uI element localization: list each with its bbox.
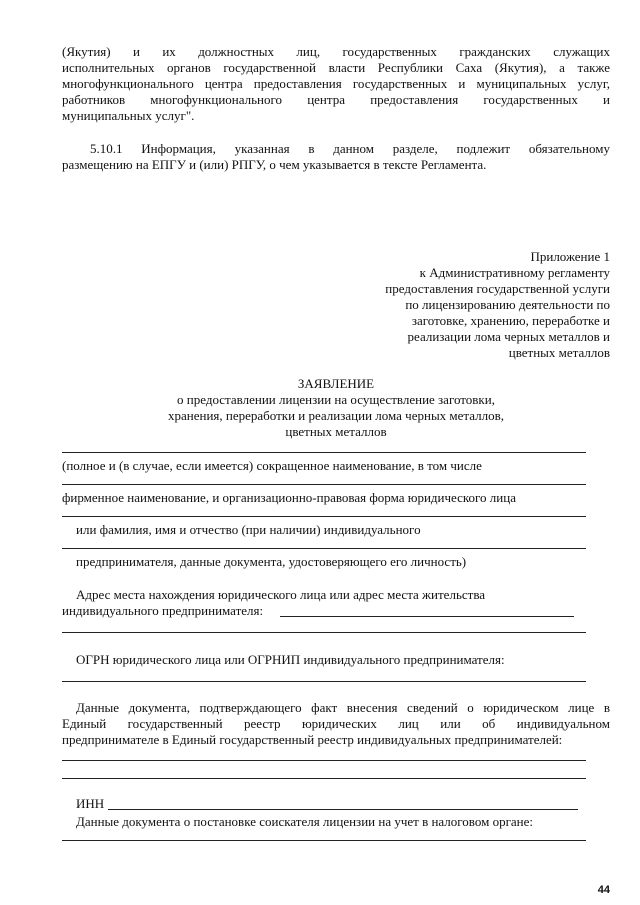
paragraph-line: муниципальных услуг". [62,108,195,123]
appendix-line: предоставления государственной услуги [385,281,610,296]
field-hint: или фамилия, имя и отчество (при наличии) индивидуального [76,522,421,537]
fill-line[interactable] [62,778,586,779]
section-paragraph: размещению на ЕПГУ и (или) РПГУ, о чем указывается в тексте Регламента. [62,157,487,172]
fill-line[interactable] [62,632,586,633]
fill-line[interactable] [62,516,586,517]
ogrn-label: ОГРН юридического лица или ОГРНИП индивидуального предпринимателя: [76,652,505,667]
appendix-line: заготовке, хранению, переработке и [411,313,610,328]
ogrn-field[interactable] [62,681,586,682]
appendix-line: реализации лома черных металлов и [407,329,610,344]
fill-line[interactable] [62,452,586,453]
address-label: индивидуального предпринимателя: [62,603,264,618]
page-number: 44 [597,884,610,896]
field-hint: (полное и (в случае, если имеется) сокращенное наименование, в том числе [62,458,482,473]
document-subtitle: о предоставлении лицензии на осуществление заготовки, [177,392,495,407]
address-field[interactable] [280,616,574,617]
paragraph-line: (Якутия) и их должностных лиц, государственных гражданских служащих [62,44,610,59]
registry-doc-label: Данные документа, подтверждающего факт внесения сведений о юридическом лице в [76,700,610,715]
paragraph-line: работников многофункционального центра предоставления государственных и [62,92,610,107]
fill-line[interactable] [62,760,586,761]
appendix-line: к Административному регламенту [419,265,610,280]
paragraph-line: многофункционального центра предоставления государственных и муниципальных услуг, [62,76,610,91]
fill-line[interactable] [62,548,586,549]
document-title: ЗАЯВЛЕНИЕ [297,376,375,391]
address-label: Адрес места нахождения юридического лица или адрес места жительства [76,587,486,602]
tax-doc-field[interactable] [62,840,586,841]
document-subtitle: цветных металлов [285,424,387,439]
document-subtitle: хранения, переработки и реализации лома черных металлов, [167,408,505,423]
registry-doc-label: предпринимателе в Единый государственный реестр индивидуальных предпринимателей: [62,732,563,747]
registry-doc-label: Единый государственный реестр юридических лиц или об индивидуальном [62,716,610,731]
field-hint: предпринимателя, данные документа, удостоверяющего его личность) [76,554,467,569]
inn-label: ИНН [76,796,105,811]
appendix-line: по лицензированию деятельности по [405,297,610,312]
paragraph-line: исполнительных органов государственной власти Республики Саха (Якутия), а также [62,60,610,75]
tax-doc-label: Данные документа о постановке соискателя лицензии на учет в налоговом органе: [76,814,534,829]
appendix-line: цветных металлов [508,345,610,360]
inn-field[interactable] [108,809,578,810]
appendix-title: Приложение 1 [530,249,610,264]
section-paragraph: 5.10.1 Информация, указанная в данном разделе, подлежит обязательному [90,141,610,156]
fill-line[interactable] [62,484,586,485]
field-hint: фирменное наименование, и организационно-правовая форма юридического лица [62,490,516,505]
